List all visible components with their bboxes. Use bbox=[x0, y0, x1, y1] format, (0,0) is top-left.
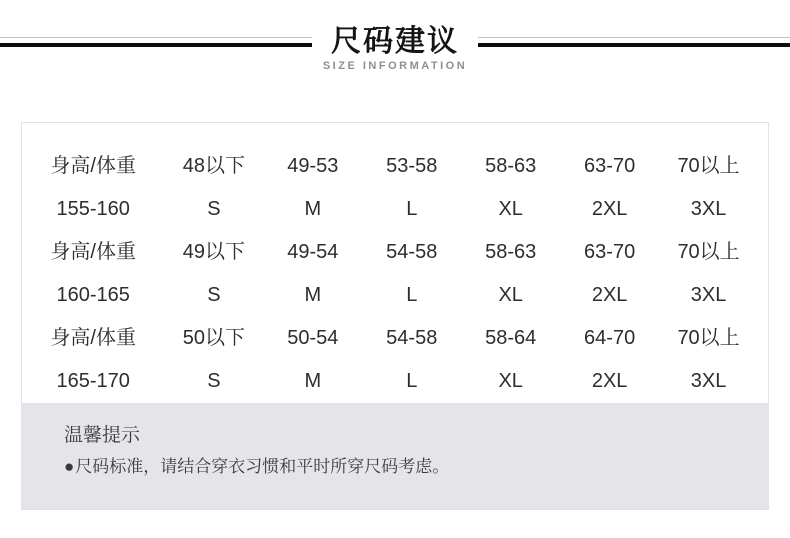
row-header-cell bbox=[22, 231, 164, 317]
weight-range: 58-63 bbox=[485, 241, 537, 263]
weight-range: 70以上 bbox=[677, 241, 740, 263]
height-range: 155-160 bbox=[56, 198, 130, 220]
size-cell bbox=[263, 317, 362, 403]
size-label: 2XL bbox=[591, 284, 628, 306]
size-cell bbox=[560, 145, 659, 231]
size-label: M bbox=[304, 284, 322, 306]
size-label: 2XL bbox=[591, 198, 628, 220]
size-label: XL bbox=[498, 284, 523, 306]
size-cell bbox=[461, 231, 560, 317]
size-cell bbox=[362, 231, 461, 317]
tips-section bbox=[22, 403, 768, 509]
tips-note bbox=[64, 456, 748, 478]
size-label: XL bbox=[498, 198, 523, 220]
weight-range: 58-64 bbox=[485, 327, 537, 349]
size-label: 2XL bbox=[591, 370, 628, 392]
row-header-cell bbox=[22, 145, 164, 231]
size-label: 3XL bbox=[690, 198, 727, 220]
height-range: 165-170 bbox=[56, 370, 130, 392]
size-label: L bbox=[406, 284, 418, 306]
weight-range: 50-54 bbox=[287, 327, 339, 349]
weight-range: 70以上 bbox=[677, 155, 740, 177]
size-cell bbox=[362, 317, 461, 403]
weight-range: 58-63 bbox=[485, 155, 537, 177]
size-label: M bbox=[304, 198, 322, 220]
size-label: 3XL bbox=[690, 284, 727, 306]
size-table bbox=[22, 123, 768, 403]
row-header-cell bbox=[22, 317, 164, 403]
size-cell bbox=[560, 317, 659, 403]
size-cell bbox=[362, 145, 461, 231]
size-cell bbox=[164, 317, 263, 403]
size-cell bbox=[560, 231, 659, 317]
weight-range: 48以下 bbox=[182, 155, 245, 177]
size-cell bbox=[164, 231, 263, 317]
row-header-label: 身高/体重 bbox=[50, 241, 136, 263]
weight-range: 54-58 bbox=[386, 241, 438, 263]
size-cell bbox=[659, 231, 758, 317]
size-cell bbox=[461, 317, 560, 403]
size-cell bbox=[659, 317, 758, 403]
bullet-icon: ● bbox=[64, 457, 75, 476]
size-label: L bbox=[406, 370, 418, 392]
size-label: XL bbox=[498, 370, 523, 392]
weight-range: 64-70 bbox=[584, 327, 636, 349]
title-divider-right bbox=[478, 37, 790, 47]
size-cell bbox=[263, 145, 362, 231]
table-row bbox=[22, 145, 758, 231]
size-chart-panel bbox=[21, 122, 769, 510]
page-title: 尺码建议 bbox=[331, 25, 459, 58]
height-range: 160-165 bbox=[56, 284, 130, 306]
weight-range: 49-53 bbox=[287, 155, 339, 177]
table-row bbox=[22, 231, 758, 317]
title-divider-left bbox=[0, 37, 312, 47]
weight-range: 50以下 bbox=[182, 327, 245, 349]
weight-range: 49以下 bbox=[182, 241, 245, 263]
size-label: 3XL bbox=[690, 370, 727, 392]
divider-thin-line bbox=[478, 37, 790, 38]
weight-range: 49-54 bbox=[287, 241, 339, 263]
weight-range: 54-58 bbox=[386, 327, 438, 349]
table-row bbox=[22, 317, 758, 403]
size-label: S bbox=[207, 198, 221, 220]
size-cell bbox=[461, 145, 560, 231]
size-cell bbox=[263, 231, 362, 317]
size-label: L bbox=[406, 198, 418, 220]
size-cell bbox=[164, 145, 263, 231]
weight-range: 53-58 bbox=[386, 155, 438, 177]
size-label: M bbox=[304, 370, 322, 392]
page-subtitle: SIZE INFORMATION bbox=[322, 60, 468, 72]
tips-note-text: 尺码标准，请结合穿衣习惯和平时所穿尺码考虑。 bbox=[75, 457, 450, 476]
tips-title: 温馨提示 bbox=[64, 425, 141, 446]
row-header-label: 身高/体重 bbox=[50, 327, 136, 349]
title-row bbox=[0, 26, 790, 58]
weight-range: 70以上 bbox=[677, 327, 740, 349]
size-label: S bbox=[207, 370, 221, 392]
section-header bbox=[0, 0, 790, 72]
divider-thick-line bbox=[478, 43, 790, 47]
row-header-label: 身高/体重 bbox=[50, 155, 136, 177]
weight-range: 63-70 bbox=[584, 155, 636, 177]
weight-range: 63-70 bbox=[584, 241, 636, 263]
divider-thick-line bbox=[0, 43, 312, 47]
size-label: S bbox=[207, 284, 221, 306]
size-cell bbox=[659, 145, 758, 231]
divider-thin-line bbox=[0, 37, 312, 38]
